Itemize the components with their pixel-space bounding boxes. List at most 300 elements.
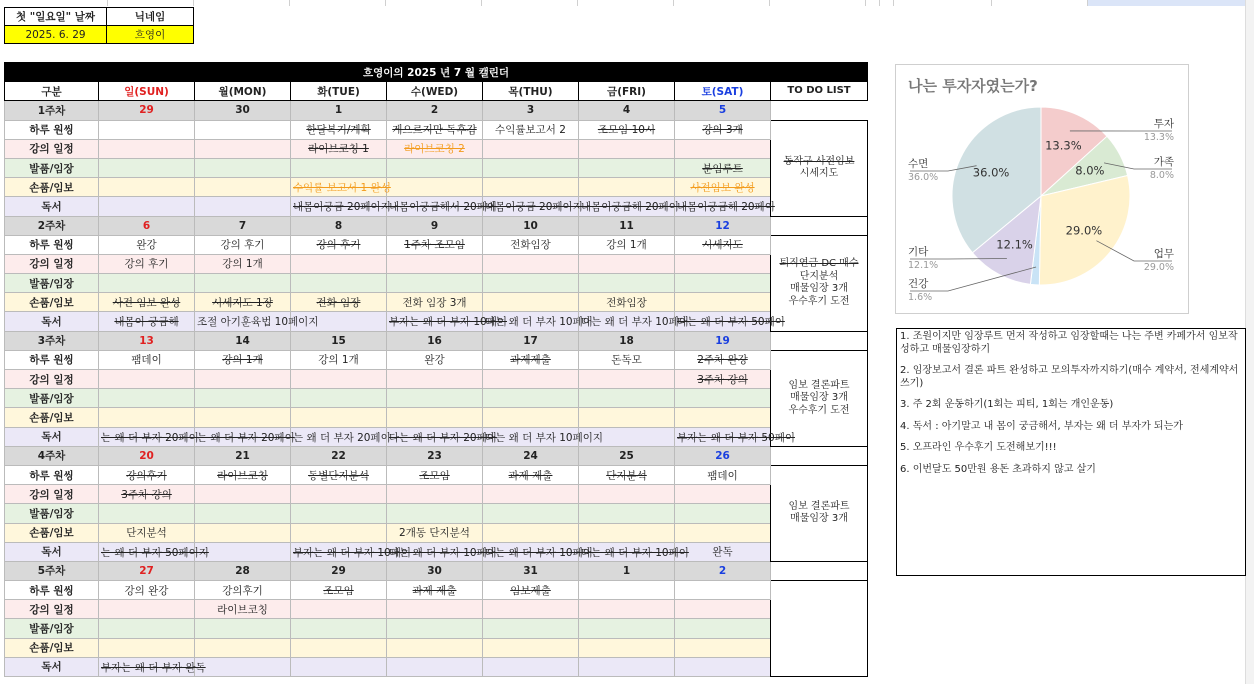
legend-category-5: 수면 bbox=[908, 158, 929, 170]
schedule-cell[interactable] bbox=[675, 158, 771, 177]
schedule-cell[interactable] bbox=[291, 485, 387, 504]
schedule-cell[interactable] bbox=[483, 254, 579, 273]
schedule-cell[interactable] bbox=[579, 139, 675, 158]
schedule-cell[interactable] bbox=[675, 254, 771, 273]
date-cell[interactable]: 3 bbox=[483, 101, 579, 120]
schedule-cell[interactable] bbox=[99, 485, 195, 504]
date-cell[interactable]: 15 bbox=[291, 331, 387, 350]
schedule-cell[interactable] bbox=[195, 178, 291, 197]
schedule-cell[interactable] bbox=[483, 293, 579, 312]
schedule-cell[interactable] bbox=[675, 350, 771, 369]
todo-item: 시세지도 bbox=[799, 168, 839, 180]
date-cell[interactable]: 12 bbox=[675, 216, 771, 235]
schedule-text: 조모임 bbox=[419, 469, 450, 482]
schedule-cell[interactable] bbox=[483, 619, 579, 638]
scrollbar-strip[interactable] bbox=[1245, 0, 1254, 684]
schedule-cell[interactable] bbox=[483, 158, 579, 177]
todo-cell[interactable] bbox=[771, 465, 868, 561]
schedule-text: 전화 임장 bbox=[316, 296, 361, 309]
nickname-value[interactable]: 흐영이 bbox=[107, 26, 194, 44]
schedule-cell[interactable] bbox=[675, 600, 771, 619]
schedule-cell[interactable] bbox=[387, 312, 507, 331]
schedule-cell[interactable] bbox=[99, 465, 195, 484]
pie-chart bbox=[896, 65, 1188, 313]
date-cell[interactable]: 17 bbox=[483, 331, 579, 350]
pie-value-label-4: 12.1% bbox=[996, 237, 1033, 252]
date-cell[interactable]: 23 bbox=[387, 446, 483, 465]
schedule-cell[interactable] bbox=[195, 657, 291, 676]
schedule-cell[interactable] bbox=[483, 504, 579, 523]
schedule-text: 다는 왜 더 부자 10페이 bbox=[581, 316, 689, 329]
schedule-cell[interactable] bbox=[99, 408, 195, 427]
schedule-cell[interactable] bbox=[579, 600, 675, 619]
schedule-cell[interactable] bbox=[99, 427, 199, 446]
row-label: 강의 일정 bbox=[5, 254, 99, 273]
schedule-cell[interactable] bbox=[675, 178, 771, 197]
schedule-cell[interactable] bbox=[483, 350, 579, 369]
schedule-cell[interactable] bbox=[387, 542, 497, 561]
date-cell[interactable]: 10 bbox=[483, 216, 579, 235]
week-label: 3주차 bbox=[5, 331, 99, 350]
schedule-cell[interactable] bbox=[99, 600, 195, 619]
schedule-cell[interactable] bbox=[195, 485, 291, 504]
day-header-1: 월(MON) bbox=[195, 82, 291, 101]
todo-cell[interactable] bbox=[771, 235, 868, 331]
date-cell[interactable]: 29 bbox=[99, 101, 195, 120]
schedule-cell[interactable] bbox=[675, 465, 771, 484]
todo-cell[interactable] bbox=[771, 581, 868, 677]
sheet-top-strip bbox=[0, 0, 1254, 6]
schedule-cell[interactable] bbox=[195, 638, 291, 657]
schedule-cell[interactable] bbox=[675, 638, 771, 657]
date-cell[interactable]: 1 bbox=[291, 101, 387, 120]
schedule-cell[interactable] bbox=[291, 600, 387, 619]
schedule-cell[interactable] bbox=[99, 235, 195, 254]
schedule-cell[interactable] bbox=[483, 197, 583, 216]
schedule-text: 는 왜 더 부자 20페이 bbox=[197, 431, 295, 444]
schedule-cell[interactable] bbox=[579, 370, 675, 389]
schedule-cell[interactable] bbox=[99, 350, 195, 369]
schedule-cell[interactable] bbox=[579, 120, 675, 139]
schedule-cell[interactable] bbox=[99, 370, 195, 389]
date-cell[interactable]: 4 bbox=[579, 101, 675, 120]
date-cell[interactable]: 27 bbox=[99, 561, 195, 580]
schedule-cell[interactable] bbox=[483, 523, 579, 542]
schedule-cell[interactable] bbox=[387, 120, 483, 139]
schedule-cell[interactable] bbox=[291, 523, 387, 542]
schedule-text: 게으르지만 독후감 bbox=[392, 124, 477, 137]
date-cell[interactable]: 8 bbox=[291, 216, 387, 235]
schedule-cell[interactable] bbox=[483, 657, 579, 676]
schedule-cell[interactable] bbox=[99, 581, 195, 600]
schedule-cell[interactable] bbox=[483, 581, 579, 600]
schedule-cell[interactable] bbox=[579, 465, 675, 484]
schedule-cell[interactable] bbox=[387, 178, 483, 197]
schedule-cell[interactable] bbox=[291, 638, 387, 657]
legend-category-2: 업무 bbox=[1153, 248, 1174, 260]
schedule-cell[interactable] bbox=[195, 293, 291, 312]
week-label: 5주차 bbox=[5, 561, 99, 580]
date-cell[interactable]: 18 bbox=[579, 331, 675, 350]
schedule-cell[interactable] bbox=[579, 408, 675, 427]
date-cell[interactable]: 2 bbox=[387, 101, 483, 120]
schedule-cell[interactable] bbox=[99, 178, 195, 197]
schedule-cell[interactable] bbox=[579, 350, 675, 369]
schedule-cell[interactable] bbox=[195, 235, 291, 254]
todo-item: 임보 결론파트 bbox=[788, 379, 850, 391]
schedule-cell[interactable] bbox=[579, 254, 675, 273]
schedule-text: 부자는 왜 더 부자 50페이 bbox=[677, 431, 795, 444]
schedule-cell[interactable] bbox=[387, 158, 483, 177]
row-label: 발품/임장 bbox=[5, 619, 99, 638]
schedule-cell[interactable] bbox=[483, 235, 579, 254]
schedule-cell[interactable] bbox=[195, 370, 291, 389]
schedule-text: 전화임장 bbox=[510, 239, 551, 252]
schedule-cell[interactable] bbox=[675, 657, 771, 676]
schedule-text: 라이브코칭 bbox=[217, 469, 268, 482]
chart-title: 나는 투자자였는가? bbox=[908, 77, 1038, 95]
schedule-cell[interactable] bbox=[291, 465, 387, 484]
schedule-cell[interactable] bbox=[99, 523, 195, 542]
schedule-cell[interactable] bbox=[387, 657, 483, 676]
schedule-cell[interactable] bbox=[387, 523, 483, 542]
day-header-4: 목(THU) bbox=[483, 82, 579, 101]
nickname-label: 닉네임 bbox=[107, 8, 194, 26]
schedule-cell[interactable] bbox=[195, 427, 295, 446]
date-cell[interactable]: 25 bbox=[579, 446, 675, 465]
schedule-cell[interactable] bbox=[483, 638, 579, 657]
pie-value-label-5: 36.0% bbox=[972, 165, 1010, 180]
schedule-cell[interactable] bbox=[483, 389, 579, 408]
schedule-cell[interactable] bbox=[99, 638, 195, 657]
date-cell[interactable]: 19 bbox=[675, 331, 771, 350]
date-cell[interactable]: 7 bbox=[195, 216, 291, 235]
row-label: 독서 bbox=[5, 657, 99, 676]
schedule-text: 부자는 왜 더 부자 10페이 bbox=[389, 316, 507, 329]
todo-cell[interactable] bbox=[771, 120, 868, 216]
schedule-cell[interactable] bbox=[195, 465, 291, 484]
legend-pct-4: 12.1% bbox=[908, 260, 939, 271]
row-label: 강의 일정 bbox=[5, 485, 99, 504]
schedule-cell[interactable] bbox=[195, 523, 291, 542]
schedule-cell[interactable] bbox=[675, 427, 795, 446]
schedule-cell[interactable] bbox=[291, 235, 387, 254]
schedule-cell[interactable] bbox=[579, 274, 675, 293]
schedule-cell[interactable] bbox=[579, 197, 679, 216]
schedule-cell[interactable] bbox=[99, 542, 209, 561]
date-cell[interactable]: 22 bbox=[291, 446, 387, 465]
todo-list-header: TO DO LIST bbox=[771, 82, 868, 101]
schedule-cell[interactable] bbox=[387, 370, 483, 389]
schedule-cell[interactable] bbox=[675, 197, 775, 216]
schedule-cell[interactable] bbox=[387, 408, 483, 427]
schedule-cell[interactable] bbox=[483, 427, 603, 446]
schedule-cell[interactable] bbox=[579, 293, 675, 312]
day-header-0: 일(SUN) bbox=[99, 82, 195, 101]
row-label: 강의 일정 bbox=[5, 139, 99, 158]
schedule-cell[interactable] bbox=[99, 619, 195, 638]
schedule-text: 강의 후기 bbox=[316, 239, 361, 252]
schedule-text: 는 왜 더 부자 20페이 bbox=[293, 431, 391, 444]
legend-category-1: 가족 bbox=[1153, 156, 1174, 168]
pie-value-label-1: 8.0% bbox=[1075, 163, 1105, 178]
schedule-cell[interactable] bbox=[579, 523, 675, 542]
schedule-cell[interactable] bbox=[483, 312, 593, 331]
schedule-cell[interactable] bbox=[99, 312, 195, 331]
schedule-cell[interactable] bbox=[675, 312, 785, 331]
schedule-cell[interactable] bbox=[291, 581, 387, 600]
todo-spacer bbox=[771, 216, 868, 235]
schedule-cell[interactable] bbox=[387, 465, 483, 484]
schedule-cell[interactable] bbox=[387, 139, 483, 158]
schedule-cell[interactable] bbox=[195, 120, 291, 139]
schedule-cell[interactable] bbox=[387, 504, 483, 523]
schedule-text: 내몸이궁금해 20페이 bbox=[581, 201, 679, 214]
schedule-cell[interactable] bbox=[291, 408, 387, 427]
schedule-cell[interactable] bbox=[291, 139, 387, 158]
schedule-text: 1주차 조모임 bbox=[404, 239, 465, 252]
schedule-text: 수익률보고서 2 bbox=[495, 124, 566, 137]
row-label: 하루 원씽 bbox=[5, 120, 99, 139]
todo-item: 매물임장 3개 bbox=[790, 392, 848, 404]
schedule-cell[interactable] bbox=[99, 120, 195, 139]
schedule-cell[interactable] bbox=[195, 408, 291, 427]
schedule-cell[interactable] bbox=[483, 542, 593, 561]
date-cell[interactable]: 24 bbox=[483, 446, 579, 465]
schedule-cell[interactable] bbox=[195, 350, 291, 369]
schedule-text: 내몸이궁금해 20페이 bbox=[677, 201, 775, 214]
row-label: 하루 원씽 bbox=[5, 350, 99, 369]
date-cell[interactable]: 16 bbox=[387, 331, 483, 350]
schedule-cell[interactable] bbox=[387, 600, 483, 619]
date-cell[interactable]: 26 bbox=[675, 446, 771, 465]
week-label: 2주차 bbox=[5, 216, 99, 235]
note-item: 5. 오프라인 우수후기 도전해보기!!! bbox=[900, 442, 1057, 453]
schedule-text: 3주차 강의 bbox=[121, 488, 172, 501]
date-cell[interactable]: 13 bbox=[99, 331, 195, 350]
schedule-cell[interactable] bbox=[195, 504, 291, 523]
schedule-cell[interactable] bbox=[99, 504, 195, 523]
category-header: 구분 bbox=[5, 82, 99, 101]
schedule-cell[interactable] bbox=[483, 408, 579, 427]
schedule-text: 조모임 10시 bbox=[597, 124, 656, 137]
date-cell[interactable]: 30 bbox=[387, 561, 483, 580]
date-cell[interactable]: 2 bbox=[675, 561, 771, 580]
date-cell[interactable]: 14 bbox=[195, 331, 291, 350]
schedule-text: 강의후기 bbox=[126, 469, 167, 482]
schedule-text: 부자는 왜 더 부자 완독 bbox=[101, 661, 206, 674]
schedule-cell[interactable] bbox=[99, 197, 195, 216]
note-item: 4. 독서 : 아기말고 내 몸이 궁금해서, 부자는 왜 더 부자가 되는가 bbox=[900, 420, 1183, 432]
schedule-cell[interactable] bbox=[195, 274, 291, 293]
pie-chart-panel[interactable] bbox=[895, 64, 1189, 314]
schedule-cell[interactable] bbox=[387, 274, 483, 293]
date-cell[interactable]: 9 bbox=[387, 216, 483, 235]
row-label: 강의 일정 bbox=[5, 600, 99, 619]
date-cell[interactable]: 29 bbox=[291, 561, 387, 580]
schedule-cell[interactable] bbox=[99, 657, 206, 676]
schedule-text: 동별단지분석 bbox=[308, 469, 369, 482]
schedule-text: 조절 아기훈육법 10페이지 bbox=[197, 316, 319, 329]
schedule-text: 내몸이궁금해서 20페이 bbox=[389, 201, 497, 214]
row-label: 독서 bbox=[5, 427, 99, 446]
schedule-cell[interactable] bbox=[387, 254, 483, 273]
schedule-cell[interactable] bbox=[291, 274, 387, 293]
schedule-cell[interactable] bbox=[483, 485, 579, 504]
schedule-cell[interactable] bbox=[99, 293, 195, 312]
row-label: 손품/임보 bbox=[5, 523, 99, 542]
schedule-text: 다는 왜 더 부자 50페이 bbox=[677, 316, 785, 329]
note-item: 3. 주 2회 운동하기(1회는 피티, 1회는 개인운동) bbox=[900, 399, 1114, 410]
schedule-cell[interactable] bbox=[579, 389, 675, 408]
schedule-text: 팸데이 bbox=[707, 469, 738, 482]
legend-category-0: 투자 bbox=[1153, 118, 1174, 130]
schedule-cell[interactable] bbox=[387, 485, 483, 504]
schedule-cell[interactable] bbox=[99, 274, 195, 293]
schedule-cell[interactable] bbox=[675, 504, 771, 523]
schedule-text: 다는 왜 더 부자 10페이 bbox=[581, 546, 689, 559]
schedule-cell[interactable] bbox=[291, 293, 387, 312]
schedule-text: 단지분석 bbox=[606, 469, 647, 482]
schedule-cell[interactable] bbox=[195, 600, 291, 619]
notes-box[interactable] bbox=[896, 328, 1246, 576]
first-sunday-value[interactable]: 2025. 6. 29 bbox=[5, 26, 107, 44]
week-label: 4주차 bbox=[5, 446, 99, 465]
schedule-text: 다는 왜 더 부자 10페이 bbox=[389, 546, 497, 559]
date-cell[interactable]: 5 bbox=[675, 101, 771, 120]
schedule-cell[interactable] bbox=[195, 389, 291, 408]
schedule-cell[interactable] bbox=[387, 638, 483, 657]
row-label: 강의 일정 bbox=[5, 370, 99, 389]
schedule-cell[interactable] bbox=[387, 389, 483, 408]
schedule-text: 2개동 단지분석 bbox=[399, 527, 470, 540]
schedule-cell[interactable] bbox=[675, 581, 771, 600]
schedule-cell[interactable] bbox=[579, 657, 675, 676]
schedule-cell[interactable] bbox=[195, 581, 291, 600]
schedule-cell[interactable] bbox=[579, 158, 675, 177]
schedule-cell[interactable] bbox=[483, 600, 579, 619]
row-label: 독서 bbox=[5, 197, 99, 216]
schedule-cell[interactable] bbox=[675, 120, 771, 139]
date-cell[interactable]: 20 bbox=[99, 446, 195, 465]
schedule-cell[interactable] bbox=[675, 619, 771, 638]
schedule-cell[interactable] bbox=[675, 139, 771, 158]
schedule-cell[interactable] bbox=[579, 235, 675, 254]
schedule-cell[interactable] bbox=[195, 158, 291, 177]
schedule-cell[interactable] bbox=[99, 254, 195, 273]
schedule-cell[interactable] bbox=[291, 657, 387, 676]
schedule-cell[interactable] bbox=[291, 427, 391, 446]
todo-spacer bbox=[771, 561, 868, 580]
schedule-cell[interactable] bbox=[579, 542, 689, 561]
schedule-cell[interactable] bbox=[195, 254, 291, 273]
schedule-cell[interactable] bbox=[483, 465, 579, 484]
schedule-cell[interactable] bbox=[387, 581, 483, 600]
schedule-cell[interactable] bbox=[675, 523, 771, 542]
schedule-cell[interactable] bbox=[483, 139, 579, 158]
schedule-cell[interactable] bbox=[483, 370, 579, 389]
schedule-cell[interactable] bbox=[387, 427, 497, 446]
schedule-cell[interactable] bbox=[579, 312, 689, 331]
schedule-cell[interactable] bbox=[675, 408, 771, 427]
schedule-cell[interactable] bbox=[99, 389, 195, 408]
schedule-cell[interactable] bbox=[579, 178, 675, 197]
schedule-text: 사전 임보 완성 bbox=[112, 296, 181, 309]
schedule-cell[interactable] bbox=[579, 504, 675, 523]
schedule-cell[interactable] bbox=[195, 312, 319, 331]
date-cell[interactable]: 21 bbox=[195, 446, 291, 465]
schedule-text: 3주차 강의 bbox=[697, 373, 748, 386]
schedule-cell[interactable] bbox=[291, 370, 387, 389]
todo-item: 동작구 사전임보 bbox=[783, 155, 855, 167]
todo-spacer bbox=[771, 446, 868, 465]
schedule-cell[interactable] bbox=[291, 542, 411, 561]
schedule-cell[interactable] bbox=[675, 235, 771, 254]
day-header-5: 금(FRI) bbox=[579, 82, 675, 101]
schedule-cell[interactable] bbox=[387, 619, 483, 638]
schedule-cell[interactable] bbox=[675, 274, 771, 293]
schedule-cell[interactable] bbox=[291, 120, 387, 139]
schedule-cell[interactable] bbox=[387, 350, 483, 369]
schedule-text: 는 왜 더 부자 20페이 bbox=[101, 431, 199, 444]
date-cell[interactable]: 28 bbox=[195, 561, 291, 580]
schedule-cell[interactable] bbox=[483, 120, 579, 139]
schedule-text: 완강 bbox=[136, 239, 157, 252]
schedule-cell[interactable] bbox=[579, 619, 675, 638]
schedule-cell[interactable] bbox=[99, 139, 195, 158]
schedule-cell[interactable] bbox=[675, 485, 771, 504]
schedule-text: 내몸이 궁금해 bbox=[114, 316, 179, 329]
schedule-cell[interactable] bbox=[291, 619, 387, 638]
schedule-text: 강의 3개 bbox=[702, 124, 743, 137]
schedule-cell[interactable] bbox=[387, 235, 483, 254]
schedule-cell[interactable] bbox=[483, 178, 579, 197]
todo-item: 임보 결론파트 bbox=[788, 500, 850, 512]
schedule-cell[interactable] bbox=[675, 370, 771, 389]
todo-item: 우수후기 도전 bbox=[788, 295, 850, 307]
date-cell[interactable]: 6 bbox=[99, 216, 195, 235]
schedule-text: 분임루트 bbox=[702, 162, 743, 175]
schedule-text: 강의 후기 bbox=[124, 258, 169, 271]
date-cell[interactable]: 30 bbox=[195, 101, 291, 120]
schedule-cell[interactable] bbox=[195, 197, 291, 216]
schedule-cell[interactable] bbox=[387, 293, 483, 312]
schedule-cell[interactable] bbox=[195, 139, 291, 158]
schedule-cell[interactable] bbox=[291, 504, 387, 523]
date-cell[interactable]: 31 bbox=[483, 561, 579, 580]
schedule-cell[interactable] bbox=[291, 158, 387, 177]
schedule-text: 과제 제출 bbox=[508, 469, 553, 482]
schedule-cell[interactable] bbox=[291, 389, 387, 408]
schedule-cell[interactable] bbox=[291, 254, 387, 273]
schedule-cell[interactable] bbox=[675, 389, 771, 408]
schedule-cell[interactable] bbox=[579, 581, 675, 600]
schedule-text: 시세지도 bbox=[702, 239, 743, 252]
schedule-cell[interactable] bbox=[579, 638, 675, 657]
todo-item: 매물임장 3개 bbox=[790, 513, 848, 525]
schedule-cell[interactable] bbox=[195, 619, 291, 638]
schedule-cell[interactable] bbox=[291, 178, 391, 197]
schedule-cell[interactable] bbox=[291, 350, 387, 369]
schedule-cell[interactable] bbox=[291, 197, 391, 216]
schedule-cell[interactable] bbox=[483, 274, 579, 293]
schedule-cell[interactable] bbox=[99, 158, 195, 177]
schedule-cell[interactable] bbox=[387, 197, 497, 216]
date-cell[interactable]: 1 bbox=[579, 561, 675, 580]
schedule-cell[interactable] bbox=[579, 485, 675, 504]
schedule-cell[interactable] bbox=[675, 293, 771, 312]
date-cell[interactable]: 11 bbox=[579, 216, 675, 235]
